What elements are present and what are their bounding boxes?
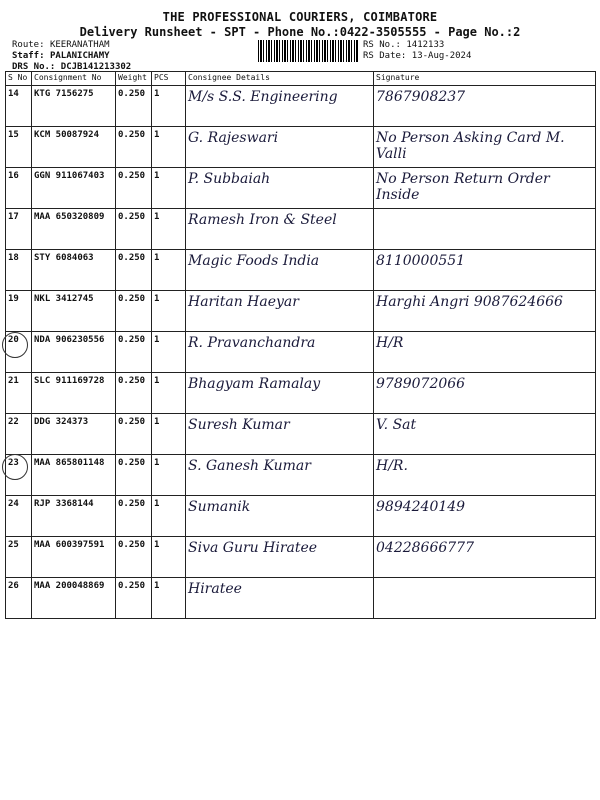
consignment-number-cell: SLC 911169728 [32, 373, 116, 414]
pcs-cell: 1 [152, 86, 186, 127]
route-line [12, 40, 110, 50]
hand-drawn-circle [2, 332, 28, 358]
weight-cell: 0.250 [116, 373, 152, 414]
serial-number-cell: 18 [6, 250, 32, 291]
serial-number-cell: 20 [6, 332, 32, 373]
pcs-cell: 1 [152, 496, 186, 537]
consignee-details-cell: Suresh Kumar [186, 414, 374, 455]
staff-value: PALANICHAMY [49, 51, 110, 61]
table-row [6, 537, 596, 578]
staff-line [12, 51, 110, 61]
signature-cell: 04228666777 [374, 537, 596, 578]
signature-cell: H/R. [374, 455, 596, 496]
runsheet-subtitle: Delivery Runsheet - SPT - Phone No.:0422-3505555 - Page No.:2 [79, 25, 521, 39]
table-row [6, 578, 596, 619]
consignment-number-cell: KTG 7156275 [32, 86, 116, 127]
pcs-cell: 1 [152, 455, 186, 496]
serial-number-cell: 22 [6, 414, 32, 455]
col-consignment-header: Consignment No [32, 72, 116, 86]
table-row [6, 496, 596, 537]
consignment-number-cell: NDA 906230556 [32, 332, 116, 373]
signature-cell: 9789072066 [374, 373, 596, 414]
pcs-cell: 1 [152, 332, 186, 373]
consignment-number-cell: MAA 600397591 [32, 537, 116, 578]
pcs-cell: 1 [152, 578, 186, 619]
consignment-number-cell: DDG 324373 [32, 414, 116, 455]
signature-cell [374, 578, 596, 619]
serial-number-cell: 17 [6, 209, 32, 250]
rs-no-label: RS No.: [363, 40, 401, 50]
table-row [6, 414, 596, 455]
consignee-details-cell: Sumanik [186, 496, 374, 537]
serial-number-cell: 25 [6, 537, 32, 578]
consignment-number-cell: STY 6084063 [32, 250, 116, 291]
signature-cell: No Person Asking Card M. Valli [374, 127, 596, 168]
drs-value: DCJB141213302 [60, 62, 132, 72]
consignment-number-cell: MAA 200048869 [32, 578, 116, 619]
consignee-details-cell: P. Subbaiah [186, 168, 374, 209]
serial-number-cell: 23 [6, 455, 32, 496]
hand-drawn-circle [2, 454, 28, 480]
serial-number-cell: 26 [6, 578, 32, 619]
weight-cell: 0.250 [116, 168, 152, 209]
runsheet-table [5, 71, 596, 619]
consignee-details-cell: Ramesh Iron & Steel [186, 209, 374, 250]
drs-label: DRS No.: [12, 62, 56, 72]
table-row [6, 291, 596, 332]
table-row [6, 168, 596, 209]
signature-cell: V. Sat [374, 414, 596, 455]
table-row [6, 209, 596, 250]
weight-cell: 0.250 [116, 578, 152, 619]
consignment-number-cell: MAA 865801148 [32, 455, 116, 496]
col-consignee-header: Consignee Details [186, 72, 374, 86]
pcs-cell: 1 [152, 373, 186, 414]
pcs-cell: 1 [152, 537, 186, 578]
signature-cell: 9894240149 [374, 496, 596, 537]
col-signature-header: Signature [374, 72, 596, 86]
consignee-details-cell: Haritan Haeyar [186, 291, 374, 332]
pcs-cell: 1 [152, 414, 186, 455]
consignment-number-cell: KCM 50087924 [32, 127, 116, 168]
weight-cell: 0.250 [116, 455, 152, 496]
signature-cell: Harghi Angri 9087624666 [374, 291, 596, 332]
table-row [6, 127, 596, 168]
table-row [6, 373, 596, 414]
col-pcs-header: PCS [152, 72, 186, 86]
serial-number-cell: 15 [6, 127, 32, 168]
company-title: THE PROFESSIONAL COURIERS, COIMBATORE [162, 10, 438, 24]
pcs-cell: 1 [152, 168, 186, 209]
col-sno-header: S No [6, 72, 32, 86]
consignment-number-cell: RJP 3368144 [32, 496, 116, 537]
weight-cell: 0.250 [116, 496, 152, 537]
rs-no-line [363, 40, 444, 50]
consignee-details-cell: M/s S.S. Engineering [186, 86, 374, 127]
barcode [258, 40, 358, 62]
weight-cell: 0.250 [116, 414, 152, 455]
rs-date-value: 13-Aug-2024 [411, 51, 472, 61]
weight-cell: 0.250 [116, 209, 152, 250]
serial-number-cell: 14 [6, 86, 32, 127]
pcs-cell: 1 [152, 250, 186, 291]
weight-cell: 0.250 [116, 86, 152, 127]
rs-date-line [363, 51, 471, 61]
table-row [6, 86, 596, 127]
consignee-details-cell: Siva Guru Hiratee [186, 537, 374, 578]
rs-no-value: 1412133 [406, 40, 445, 50]
pcs-cell: 1 [152, 127, 186, 168]
signature-cell: No Person Return Order Inside [374, 168, 596, 209]
staff-label: Staff: [12, 51, 45, 61]
pcs-cell: 1 [152, 209, 186, 250]
pcs-cell: 1 [152, 291, 186, 332]
consignee-details-cell: Hiratee [186, 578, 374, 619]
table-row [6, 250, 596, 291]
consignee-details-cell: Bhagyam Ramalay [186, 373, 374, 414]
weight-cell: 0.250 [116, 127, 152, 168]
serial-number-cell: 19 [6, 291, 32, 332]
route-label: Route: [12, 40, 45, 50]
table-row [6, 455, 596, 496]
consignment-number-cell: MAA 650320809 [32, 209, 116, 250]
route-value: KEERANATHAM [49, 40, 110, 50]
weight-cell: 0.250 [116, 537, 152, 578]
serial-number-cell: 21 [6, 373, 32, 414]
consignee-details-cell: G. Rajeswari [186, 127, 374, 168]
weight-cell: 0.250 [116, 250, 152, 291]
consignee-details-cell: S. Ganesh Kumar [186, 455, 374, 496]
rs-date-label: RS Date: [363, 51, 407, 61]
signature-cell [374, 209, 596, 250]
table-header-row [6, 72, 596, 86]
weight-cell: 0.250 [116, 291, 152, 332]
serial-number-cell: 24 [6, 496, 32, 537]
signature-cell: 7867908237 [374, 86, 596, 127]
consignee-details-cell: Magic Foods India [186, 250, 374, 291]
weight-cell: 0.250 [116, 332, 152, 373]
table-row [6, 332, 596, 373]
consignment-number-cell: NKL 3412745 [32, 291, 116, 332]
col-weight-header: Weight [116, 72, 152, 86]
consignee-details-cell: R. Pravanchandra [186, 332, 374, 373]
signature-cell: H/R [374, 332, 596, 373]
signature-cell: 8110000551 [374, 250, 596, 291]
serial-number-cell: 16 [6, 168, 32, 209]
consignment-number-cell: GGN 911067403 [32, 168, 116, 209]
